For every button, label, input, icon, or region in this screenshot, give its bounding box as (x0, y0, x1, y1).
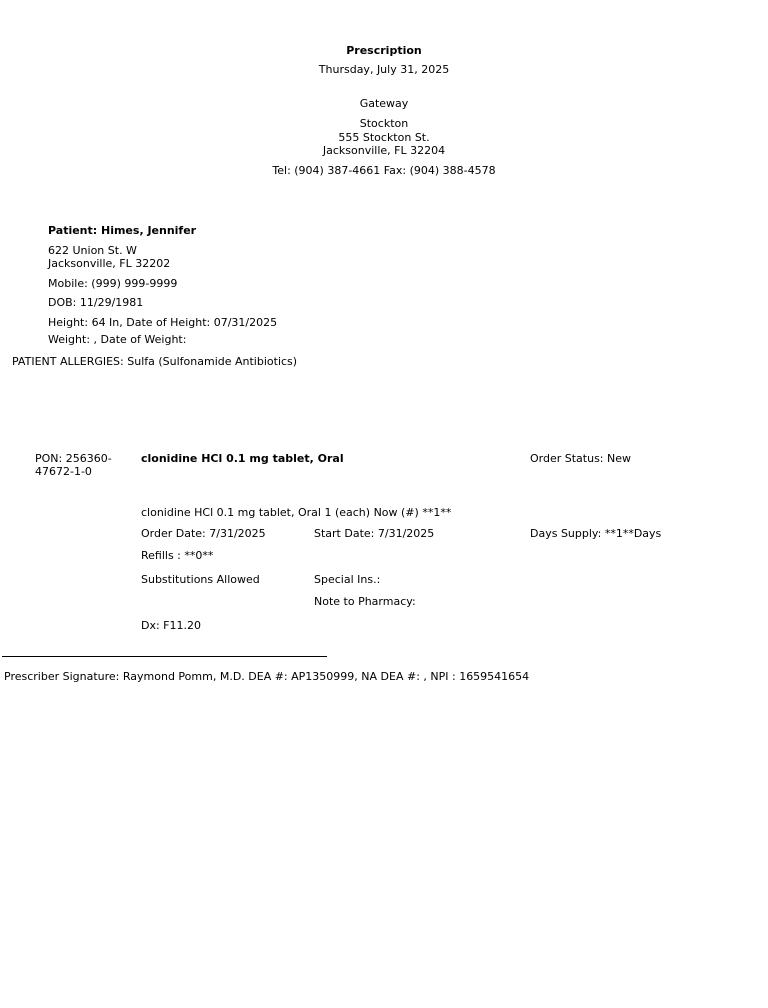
pon-line2: 47672-1-0 (35, 465, 92, 478)
patient-address-line2: Jacksonville, FL 32202 (48, 257, 171, 270)
drug-name: clonidine HCl 0.1 mg tablet, Oral (141, 452, 344, 465)
patient-address-line1: 622 Union St. W (48, 244, 137, 257)
prescriber-signature: Prescriber Signature: Raymond Pomm, M.D. DEA #: AP1350999, NA DEA #: , NPI : 1659541654 (4, 670, 530, 683)
facility-name: Gateway (359, 97, 409, 110)
order-status: Order Status: New (530, 452, 632, 465)
document-title: Prescription (346, 44, 422, 57)
patient-dob: DOB: 11/29/1981 (48, 296, 144, 309)
patient-name: Patient: Himes, Jennifer (48, 224, 197, 237)
order-date: Order Date: 7/31/2025 (141, 527, 266, 540)
substitutions: Substitutions Allowed (141, 573, 260, 586)
note-to-pharmacy: Note to Pharmacy: (314, 595, 416, 608)
special-instructions: Special Ins.: (314, 573, 381, 586)
facility-address-line2: Jacksonville, FL 32204 (322, 144, 446, 157)
facility-phone-fax: Tel: (904) 387-4661 Fax: (904) 388-4578 (272, 164, 496, 177)
pon-line1: PON: 256360- (35, 452, 112, 465)
signature-rule (2, 656, 327, 657)
patient-weight: Weight: , Date of Weight: (48, 333, 187, 346)
drug-sig: clonidine HCl 0.1 mg tablet, Oral 1 (each) Now (#) **1** (141, 506, 452, 519)
refills: Refills : **0** (141, 549, 214, 562)
diagnosis-code: Dx: F11.20 (141, 619, 202, 632)
facility-location: Stockton (359, 117, 409, 130)
start-date: Start Date: 7/31/2025 (314, 527, 435, 540)
document-date: Thursday, July 31, 2025 (318, 63, 450, 76)
days-supply: Days Supply: **1**Days (530, 527, 662, 540)
patient-allergies: PATIENT ALLERGIES: Sulfa (Sulfonamide Antibiotics) (12, 355, 298, 368)
facility-address-line1: 555 Stockton St. (338, 131, 430, 144)
patient-height: Height: 64 In, Date of Height: 07/31/2025 (48, 316, 278, 329)
patient-mobile: Mobile: (999) 999-9999 (48, 277, 178, 290)
